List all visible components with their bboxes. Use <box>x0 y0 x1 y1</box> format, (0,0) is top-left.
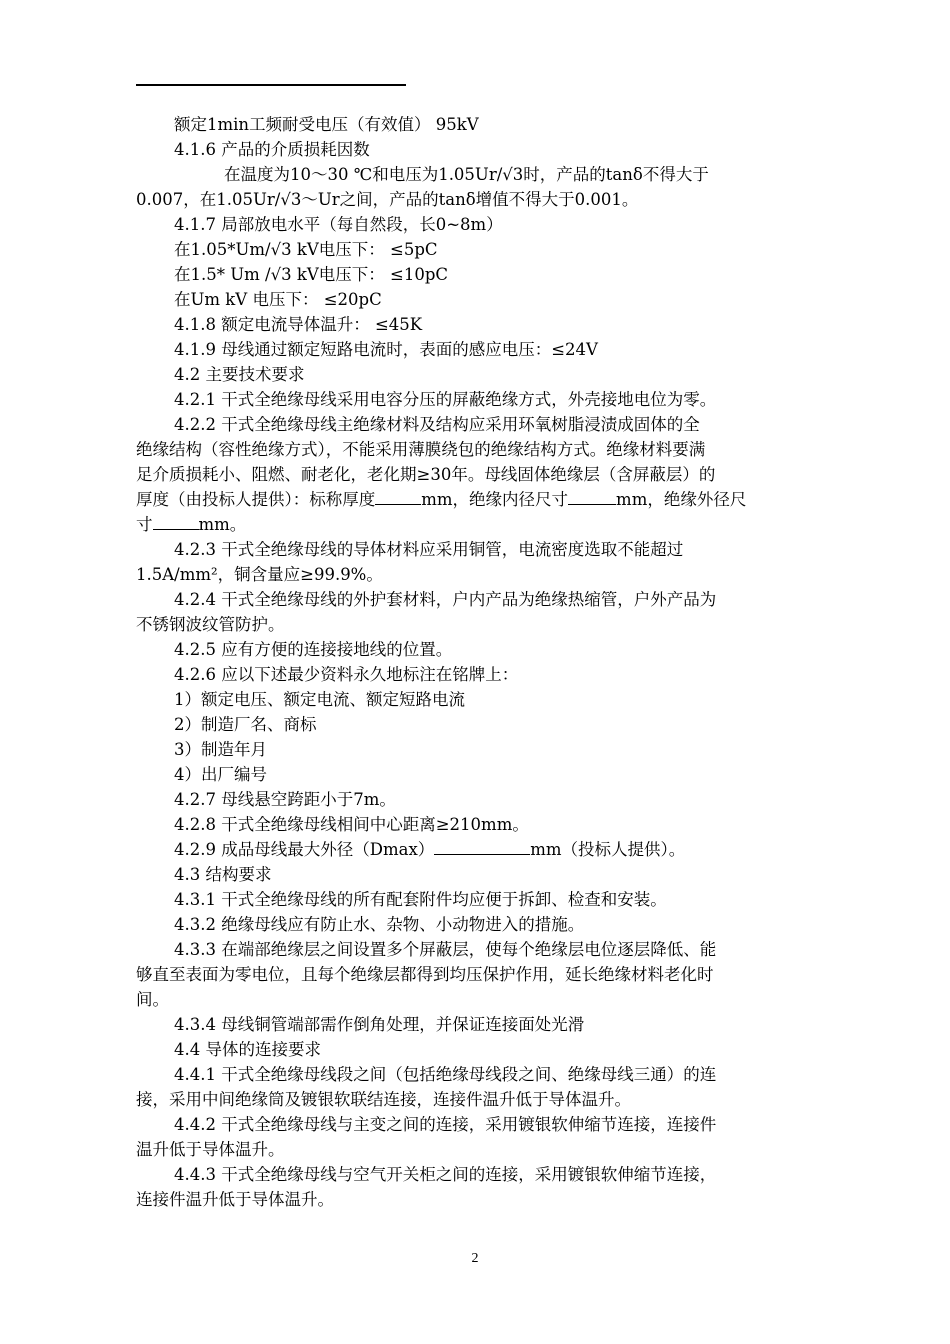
section-heading: 4.1.6 产品的介质损耗因数 <box>174 140 370 159</box>
list-item: 4）出厂编号 <box>174 765 267 784</box>
section-heading: 4.2.5 应有方便的连接接地线的位置。 <box>174 640 453 659</box>
section-heading: 4.4.2 干式全绝缘母线与主变之间的连接，采用镀银软伸缩节连接，连接件 <box>174 1115 717 1134</box>
text-fragment: mm。 <box>198 515 247 534</box>
section-heading: 4.3.3 在端部绝缘层之间设置多个屏蔽层，使每个绝缘层电位逐层降低、能 <box>174 940 717 959</box>
section-heading: 4.3.1 干式全绝缘母线的所有配套附件均应便于拆卸、检查和安装。 <box>174 890 667 909</box>
header-rule <box>136 84 406 86</box>
text-fragment: 厚度（由投标人提供）：标称厚度 <box>136 490 376 509</box>
text-line: 在温度为10～30 ℃和电压为1.05Ur/√3时，产品的tanδ不得大于 <box>224 165 709 184</box>
text-line: 额定1min工频耐受电压（有效值） 95kV <box>174 115 479 134</box>
fill-in-blank <box>434 837 530 855</box>
text-line: 足介质损耗小、阻燃、耐老化，老化期≥30年。母线固体绝缘层（含屏蔽层）的 <box>136 465 716 484</box>
text-line: 够直至表面为零电位，且每个绝缘层都得到均压保护作用，延长绝缘材料老化时 <box>136 965 714 984</box>
text-fragment: 寸 <box>136 515 153 534</box>
text-line: 在1.05*Um/√3 kV电压下： ≤5pC <box>174 240 438 259</box>
text-fragment: mm，绝缘内径尺寸 <box>421 490 569 509</box>
text-line-with-blanks <box>136 487 826 512</box>
text-line: 在1.5* Um /√3 kV电压下： ≤10pC <box>174 265 449 284</box>
text-line: 在Um kV 电压下： ≤20pC <box>174 290 382 309</box>
section-heading: 4.4.3 干式全绝缘母线与空气开关柜之间的连接，采用镀银软伸缩节连接， <box>174 1165 717 1184</box>
list-item: 1）额定电压、额定电流、额定短路电流 <box>174 690 465 709</box>
text-fragment: mm（投标人提供）。 <box>530 840 686 859</box>
text-line: 不锈钢波纹管防护。 <box>136 615 285 634</box>
section-heading: 4.1.7 局部放电水平（每自然段，长0~8m） <box>174 215 503 234</box>
section-heading: 4.2.1 干式全绝缘母线采用电容分压的屏蔽绝缘方式，外壳接地电位为零。 <box>174 390 717 409</box>
text-line: 连接件温升低于导体温升。 <box>136 1190 334 1209</box>
section-heading: 4.2.4 干式全绝缘母线的外护套材料，户内产品为绝缘热缩管，户外产品为 <box>174 590 717 609</box>
section-heading: 4.3 结构要求 <box>174 865 272 884</box>
section-heading: 4.1.8 额定电流导体温升： ≤45K <box>174 315 423 334</box>
fill-in-blank <box>153 512 199 530</box>
section-heading: 4.2 主要技术要求 <box>174 365 305 384</box>
page-number: 2 <box>471 1251 479 1266</box>
text-line: 1.5A/mm²，铜含量应≥99.9%。 <box>136 565 383 584</box>
section-heading: 4.2.8 干式全绝缘母线相间中心距离≥210mm。 <box>174 815 529 834</box>
text-line: 绝缘结构（容性绝缘方式），不能采用薄膜绕包的绝缘结构方式。绝缘材料要满 <box>136 440 706 459</box>
text-line-with-blanks <box>136 512 826 537</box>
text-fragment: mm，绝缘外径尺 <box>616 490 747 509</box>
fill-in-blank <box>375 487 421 505</box>
text-line-with-blanks <box>174 837 864 862</box>
text-line: 间。 <box>136 990 169 1009</box>
section-heading: 4.2.3 干式全绝缘母线的导体材料应采用铜管，电流密度选取不能超过 <box>174 540 684 559</box>
text-line: 接，采用中间绝缘筒及镀银软联结连接，连接件温升低于导体温升。 <box>136 1090 631 1109</box>
section-heading: 4.2.7 母线悬空跨距小于7m。 <box>174 790 396 809</box>
text-line: 0.007，在1.05Ur/√3～Ur之间，产品的tanδ增值不得大于0.001。 <box>136 190 639 209</box>
fill-in-blank <box>568 487 616 505</box>
section-heading: 4.3.4 母线铜管端部需作倒角处理，并保证连接面处光滑 <box>174 1015 585 1034</box>
list-item: 3）制造年月 <box>174 740 267 759</box>
section-heading: 4.4.1 干式全绝缘母线段之间（包括绝缘母线段之间、绝缘母线三通）的连 <box>174 1065 717 1084</box>
text-line: 温升低于导体温升。 <box>136 1140 285 1159</box>
section-heading: 4.3.2 绝缘母线应有防止水、杂物、小动物进入的措施。 <box>174 915 585 934</box>
section-heading: 4.4 导体的连接要求 <box>174 1040 321 1059</box>
section-heading: 4.1.9 母线通过额定短路电流时，表面的感应电压：≤24V <box>174 340 598 359</box>
section-heading: 4.2.6 应以下述最少资料永久地标注在铭牌上： <box>174 665 519 684</box>
section-heading: 4.2.2 干式全绝缘母线主绝缘材料及结构应采用环氧树脂浸渍成固体的全 <box>174 415 700 434</box>
list-item: 2）制造厂名、商标 <box>174 715 317 734</box>
text-fragment: 4.2.9 成品母线最大外径（Dmax） <box>174 840 435 859</box>
